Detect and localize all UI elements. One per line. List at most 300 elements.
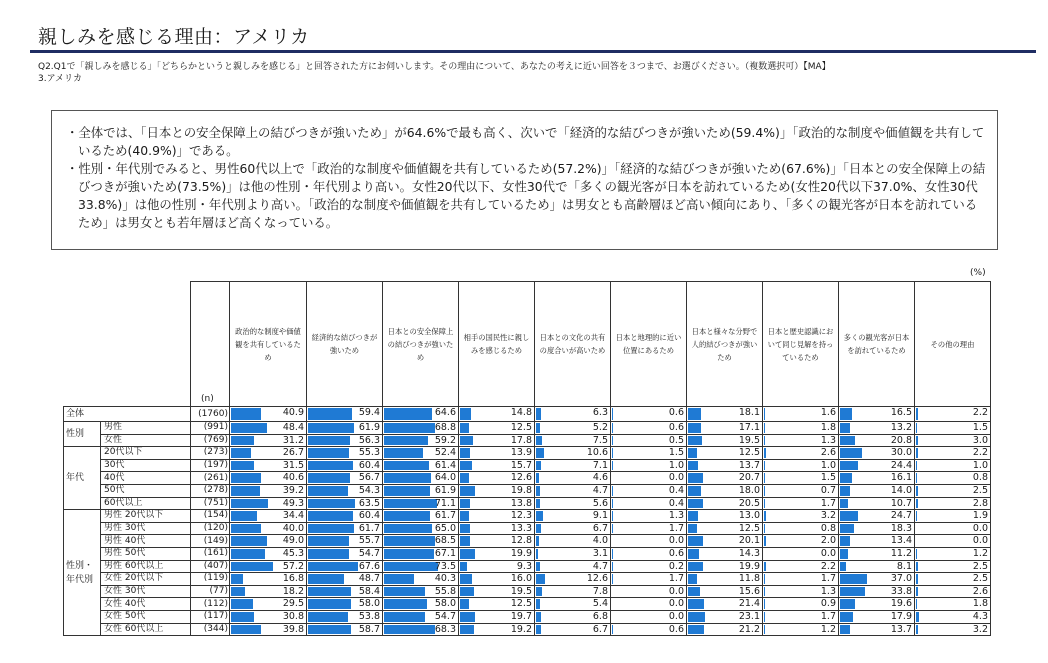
title-underline <box>30 50 1036 53</box>
value-bar <box>384 524 432 534</box>
value-text: 55.3 <box>358 447 380 459</box>
value-cell <box>535 522 611 535</box>
value-cell <box>535 434 611 447</box>
value-cell <box>307 447 383 460</box>
row-label: 男性 <box>101 422 191 435</box>
value-text: 55.7 <box>358 535 380 547</box>
value-bar <box>460 436 473 446</box>
value-bar <box>612 511 613 521</box>
value-cell <box>839 472 915 485</box>
value-cell <box>383 459 459 472</box>
value-text: 57.2 <box>282 560 304 572</box>
value-text: 20.5 <box>738 497 760 509</box>
value-cell <box>535 547 611 560</box>
value-bar <box>308 473 350 483</box>
column-header-7: 日本と様々な分野で人的結びつきが強いため <box>687 282 763 407</box>
value-bar <box>916 549 917 559</box>
table-row <box>64 573 991 586</box>
group-label-gender-age <box>64 510 101 636</box>
value-cell <box>230 547 307 560</box>
value-text: 34.4 <box>282 510 304 522</box>
row-label: 女性 40代 <box>101 598 191 611</box>
value-bar <box>916 408 918 420</box>
value-cell <box>687 610 763 623</box>
value-text: 0.6 <box>668 623 684 635</box>
value-bar <box>688 562 703 572</box>
value-text: 12.5 <box>510 598 532 610</box>
value-text: 58.0 <box>358 598 380 610</box>
value-bar <box>688 599 704 609</box>
row-label: 男性 20代以下 <box>101 510 191 523</box>
value-bar <box>612 461 613 471</box>
value-cell <box>687 522 763 535</box>
value-bar <box>688 436 702 446</box>
value-text: 2.6 <box>972 585 988 597</box>
value-cell <box>230 623 307 636</box>
value-text: 14.0 <box>890 484 912 496</box>
value-cell <box>763 585 839 598</box>
value-text: 12.6 <box>510 472 532 484</box>
value-cell <box>839 510 915 523</box>
value-text: 15.6 <box>738 585 760 597</box>
value-cell <box>383 623 459 636</box>
value-bar <box>916 499 918 509</box>
value-text: 2.2 <box>972 407 988 418</box>
value-bar <box>536 549 538 559</box>
value-bar <box>840 499 848 509</box>
value-cell <box>535 510 611 523</box>
value-cell <box>383 407 459 422</box>
value-text: 5.6 <box>592 497 608 509</box>
summary-item-overall: ・全体では、「日本との安全保障上の結びつきが強いため」が64.6%で最も高く、次いで「経済的な結びつきが強いため(59.4%)」「政治的な制度や価値観を共有しているため(40.9%)」である。 <box>66 125 985 158</box>
value-bar <box>460 408 471 420</box>
table-row <box>64 434 991 447</box>
value-bar <box>764 448 766 458</box>
value-cell <box>915 434 991 447</box>
value-text: 2.2 <box>972 447 988 459</box>
value-text: 65.0 <box>434 522 456 534</box>
value-cell <box>611 535 687 548</box>
value-text: 0.6 <box>668 422 684 433</box>
value-bar <box>916 587 918 597</box>
value-bar <box>308 486 348 496</box>
value-text: 2.6 <box>820 447 836 459</box>
value-cell <box>459 547 535 560</box>
group-label-gender-age-line2: 年代別 <box>66 574 94 585</box>
value-text: 13.2 <box>890 422 912 433</box>
value-text: 17.8 <box>510 434 532 446</box>
value-cell <box>307 598 383 611</box>
row-n: (117) <box>191 610 230 623</box>
value-bar <box>460 448 470 458</box>
value-bar <box>536 511 543 521</box>
value-bar <box>688 423 701 433</box>
value-cell <box>611 598 687 611</box>
value-text: 16.1 <box>890 472 912 484</box>
value-text: 16.0 <box>510 573 532 585</box>
value-cell <box>915 547 991 560</box>
value-bar <box>688 408 701 420</box>
value-bar <box>460 574 472 584</box>
value-bar <box>764 587 765 597</box>
table-row <box>64 407 991 422</box>
value-bar <box>764 486 765 496</box>
value-text: 0.9 <box>820 598 836 610</box>
unit-label: (%) <box>970 268 986 278</box>
value-cell <box>915 510 991 523</box>
value-text: 61.4 <box>434 459 456 471</box>
value-bar <box>231 436 254 446</box>
value-cell <box>383 484 459 497</box>
table-row <box>64 422 991 435</box>
row-label: 女性 20代以下 <box>101 573 191 586</box>
column-header-2: 経済的な結びつきが強いため <box>307 282 383 407</box>
value-cell <box>535 610 611 623</box>
value-bar <box>460 612 475 622</box>
value-bar <box>916 599 917 609</box>
header-blank <box>64 282 191 407</box>
value-text: 2.5 <box>972 573 988 585</box>
value-text: 20.8 <box>890 434 912 446</box>
header-row <box>64 282 991 407</box>
value-bar <box>308 511 353 521</box>
value-text: 0.4 <box>668 497 684 509</box>
value-cell <box>535 573 611 586</box>
value-cell <box>383 573 459 586</box>
value-bar <box>688 625 704 635</box>
value-text: 5.4 <box>592 598 608 610</box>
value-bar <box>384 587 425 597</box>
value-text: 0.6 <box>668 547 684 559</box>
value-text: 0.7 <box>820 484 836 496</box>
value-text: 0.0 <box>668 585 684 597</box>
table-row <box>64 510 991 523</box>
value-cell <box>611 434 687 447</box>
question-text <box>38 61 831 85</box>
value-bar <box>840 612 853 622</box>
value-bar <box>231 549 265 559</box>
value-cell <box>915 522 991 535</box>
value-text: 4.0 <box>592 535 608 547</box>
value-bar <box>384 625 435 635</box>
value-bar <box>536 436 542 446</box>
value-bar <box>536 625 541 635</box>
value-cell <box>230 422 307 435</box>
value-cell <box>535 447 611 460</box>
value-cell <box>839 447 915 460</box>
value-bar <box>308 625 351 635</box>
value-text: 1.5 <box>820 472 836 484</box>
value-bar <box>840 599 855 609</box>
value-bar <box>840 408 852 420</box>
value-cell <box>687 598 763 611</box>
column-header-4: 相手の国民性に親しみを感じるため <box>459 282 535 407</box>
value-cell <box>687 573 763 586</box>
value-bar <box>688 612 705 622</box>
value-text: 1.5 <box>972 422 988 433</box>
value-text: 14.3 <box>738 547 760 559</box>
value-cell <box>915 472 991 485</box>
value-text: 40.6 <box>282 472 304 484</box>
value-text: 58.4 <box>358 585 380 597</box>
value-cell <box>839 623 915 636</box>
value-cell <box>230 610 307 623</box>
value-text: 7.5 <box>592 434 608 446</box>
group-label-gender: 性別 <box>64 422 101 447</box>
value-bar <box>460 511 469 521</box>
value-text: 64.6 <box>434 407 456 418</box>
value-text: 40.0 <box>282 522 304 534</box>
value-bar <box>308 599 351 609</box>
value-cell <box>611 459 687 472</box>
value-bar <box>460 562 467 572</box>
value-cell <box>763 510 839 523</box>
value-text: 7.8 <box>592 585 608 597</box>
value-text: 58.0 <box>434 598 456 610</box>
value-text: 0.8 <box>820 522 836 534</box>
value-bar <box>764 524 765 534</box>
value-bar <box>764 499 765 509</box>
value-text: 9.3 <box>516 560 532 572</box>
value-cell <box>839 522 915 535</box>
value-cell <box>763 573 839 586</box>
value-text: 29.5 <box>282 598 304 610</box>
value-text: 19.2 <box>510 623 532 635</box>
value-cell <box>230 497 307 510</box>
value-text: 4.3 <box>972 610 988 622</box>
value-text: 0.0 <box>668 535 684 547</box>
value-cell <box>307 472 383 485</box>
value-text: 6.8 <box>592 610 608 622</box>
row-label: 60代以上 <box>101 497 191 510</box>
value-text: 49.0 <box>282 535 304 547</box>
value-cell <box>687 459 763 472</box>
value-cell <box>307 623 383 636</box>
value-bar <box>308 562 358 572</box>
value-bar <box>231 448 251 458</box>
value-bar <box>231 461 254 471</box>
value-bar <box>840 461 858 471</box>
value-bar <box>384 486 430 496</box>
summary-item-demographic: ・性別・年代別でみると、男性60代以上で「政治的な制度や価値観を共有しているため(57.2%)」「経済的な結びつきが強いため(67.6%)」「日本との安全保障上の結びつきが強いため(73.5%)」は他の性別・年代別より高い。女性20代以下、女性30代で「多くの観光客が日本を訪れているため(女性20代以下37.0%、女性30代33.8%)」は他の性別・年代別より高い。「政治的な制度や価値観を共有しているため」は男女とも高齢層ほど高い傾向にあり、「多くの観光客が日本を訪れているため」は男女とも若年層ほど高くなっている。 <box>66 161 986 230</box>
row-label: 女性 50代 <box>101 610 191 623</box>
value-text: 16.8 <box>282 573 304 585</box>
table-row <box>64 623 991 636</box>
value-text: 52.4 <box>434 447 456 459</box>
value-bar <box>536 599 540 609</box>
value-text: 10.7 <box>890 497 912 509</box>
value-text: 64.0 <box>434 472 456 484</box>
value-text: 61.9 <box>358 422 380 433</box>
value-cell <box>839 585 915 598</box>
value-cell <box>307 510 383 523</box>
value-text: 3.2 <box>972 623 988 635</box>
value-cell <box>611 510 687 523</box>
value-text: 0.0 <box>972 535 988 547</box>
value-text: 3.1 <box>592 547 608 559</box>
value-bar <box>308 499 355 509</box>
value-text: 59.2 <box>434 434 456 446</box>
page-title: 親しみを感じる理由：アメリカ <box>38 26 310 48</box>
value-cell <box>459 560 535 573</box>
value-text: 6.3 <box>592 407 608 418</box>
value-bar <box>231 612 254 622</box>
value-text: 61.9 <box>434 484 456 496</box>
row-label: 女性 <box>101 434 191 447</box>
value-bar <box>916 448 918 458</box>
value-bar <box>840 511 858 521</box>
row-label: 50代 <box>101 484 191 497</box>
table-row <box>64 459 991 472</box>
value-text: 53.8 <box>358 610 380 622</box>
value-cell <box>763 535 839 548</box>
value-cell <box>307 547 383 560</box>
value-text: 21.4 <box>738 598 760 610</box>
value-text: 19.7 <box>510 610 532 622</box>
value-text: 1.7 <box>820 610 836 622</box>
table-row <box>64 472 991 485</box>
value-bar <box>688 499 703 509</box>
value-text: 1.2 <box>820 623 836 635</box>
value-text: 1.2 <box>972 547 988 559</box>
value-cell <box>839 459 915 472</box>
value-cell <box>915 560 991 573</box>
value-text: 13.0 <box>738 510 760 522</box>
value-bar <box>764 612 765 622</box>
value-text: 54.7 <box>434 610 456 622</box>
value-text: 1.3 <box>820 434 836 446</box>
value-cell <box>230 472 307 485</box>
value-text: 19.6 <box>890 598 912 610</box>
value-bar <box>384 562 438 572</box>
value-cell <box>763 623 839 636</box>
value-text: 0.2 <box>668 560 684 572</box>
value-text: 0.5 <box>668 434 684 446</box>
value-bar <box>764 423 765 433</box>
value-cell <box>230 447 307 460</box>
value-bar <box>231 625 261 635</box>
value-cell <box>915 459 991 472</box>
value-cell <box>307 610 383 623</box>
value-cell <box>611 484 687 497</box>
value-cell <box>383 560 459 573</box>
value-bar <box>612 574 613 584</box>
value-bar <box>460 499 470 509</box>
value-cell <box>459 585 535 598</box>
value-text: 10.6 <box>586 447 608 459</box>
value-cell <box>611 422 687 435</box>
value-cell <box>839 560 915 573</box>
value-bar <box>764 408 765 420</box>
value-cell <box>230 585 307 598</box>
value-cell <box>687 535 763 548</box>
value-text: 61.7 <box>358 522 380 534</box>
row-n: (769) <box>191 434 230 447</box>
value-text: 21.2 <box>738 623 760 635</box>
value-bar <box>536 562 540 572</box>
value-bar <box>916 625 918 635</box>
value-cell <box>383 510 459 523</box>
value-cell <box>839 407 915 422</box>
value-bar <box>916 511 917 521</box>
value-text: 49.3 <box>282 497 304 509</box>
value-bar <box>536 423 540 433</box>
value-cell <box>459 535 535 548</box>
value-bar <box>231 536 267 546</box>
group-label-age: 年代 <box>64 447 101 510</box>
value-cell <box>535 422 611 435</box>
column-header-3: 日本との安全保障上の結びつきが強いため <box>383 282 459 407</box>
value-text: 54.7 <box>358 547 380 559</box>
value-text: 8.1 <box>896 560 912 572</box>
value-cell <box>535 497 611 510</box>
value-cell <box>763 447 839 460</box>
value-text: 19.5 <box>738 434 760 446</box>
table-row <box>64 484 991 497</box>
value-text: 4.7 <box>592 560 608 572</box>
value-text: 0.0 <box>668 472 684 484</box>
value-cell <box>611 623 687 636</box>
value-bar <box>231 587 245 597</box>
value-bar <box>840 486 850 496</box>
value-bar <box>688 511 698 521</box>
value-text: 18.3 <box>890 522 912 534</box>
value-cell <box>459 422 535 435</box>
value-text: 12.5 <box>738 522 760 534</box>
table-row <box>64 535 991 548</box>
value-cell <box>763 610 839 623</box>
column-header-6: 日本と地理的に近い位置にあるため <box>611 282 687 407</box>
value-cell <box>230 560 307 573</box>
value-text: 23.1 <box>738 610 760 622</box>
value-bar <box>231 599 253 609</box>
value-text: 24.7 <box>890 510 912 522</box>
value-cell <box>763 560 839 573</box>
value-cell <box>307 585 383 598</box>
value-text: 58.7 <box>358 623 380 635</box>
value-bar <box>384 461 429 471</box>
value-text: 59.4 <box>358 407 380 418</box>
row-n: (77) <box>191 585 230 598</box>
value-cell <box>763 434 839 447</box>
n-header: (n) <box>191 282 230 407</box>
value-bar <box>384 448 423 458</box>
value-text: 48.4 <box>282 422 304 433</box>
value-text: 2.0 <box>820 535 836 547</box>
row-n: (161) <box>191 547 230 560</box>
value-bar <box>231 511 257 521</box>
value-cell <box>915 623 991 636</box>
value-bar <box>460 486 475 496</box>
column-header-5: 日本との文化の共有の度合いが高いため <box>535 282 611 407</box>
value-bar <box>764 625 765 635</box>
value-bar <box>840 562 846 572</box>
row-n: (1760) <box>191 407 230 422</box>
value-text: 0.0 <box>668 610 684 622</box>
value-bar <box>231 574 243 584</box>
value-text: 14.8 <box>510 407 532 418</box>
value-text: 15.7 <box>510 459 532 471</box>
value-cell <box>915 447 991 460</box>
value-cell <box>535 585 611 598</box>
value-cell <box>839 484 915 497</box>
value-text: 16.5 <box>890 407 912 418</box>
value-text: 55.8 <box>434 585 456 597</box>
value-cell <box>535 598 611 611</box>
row-n: (344) <box>191 623 230 636</box>
value-text: 17.1 <box>738 422 760 433</box>
value-text: 12.6 <box>586 573 608 585</box>
